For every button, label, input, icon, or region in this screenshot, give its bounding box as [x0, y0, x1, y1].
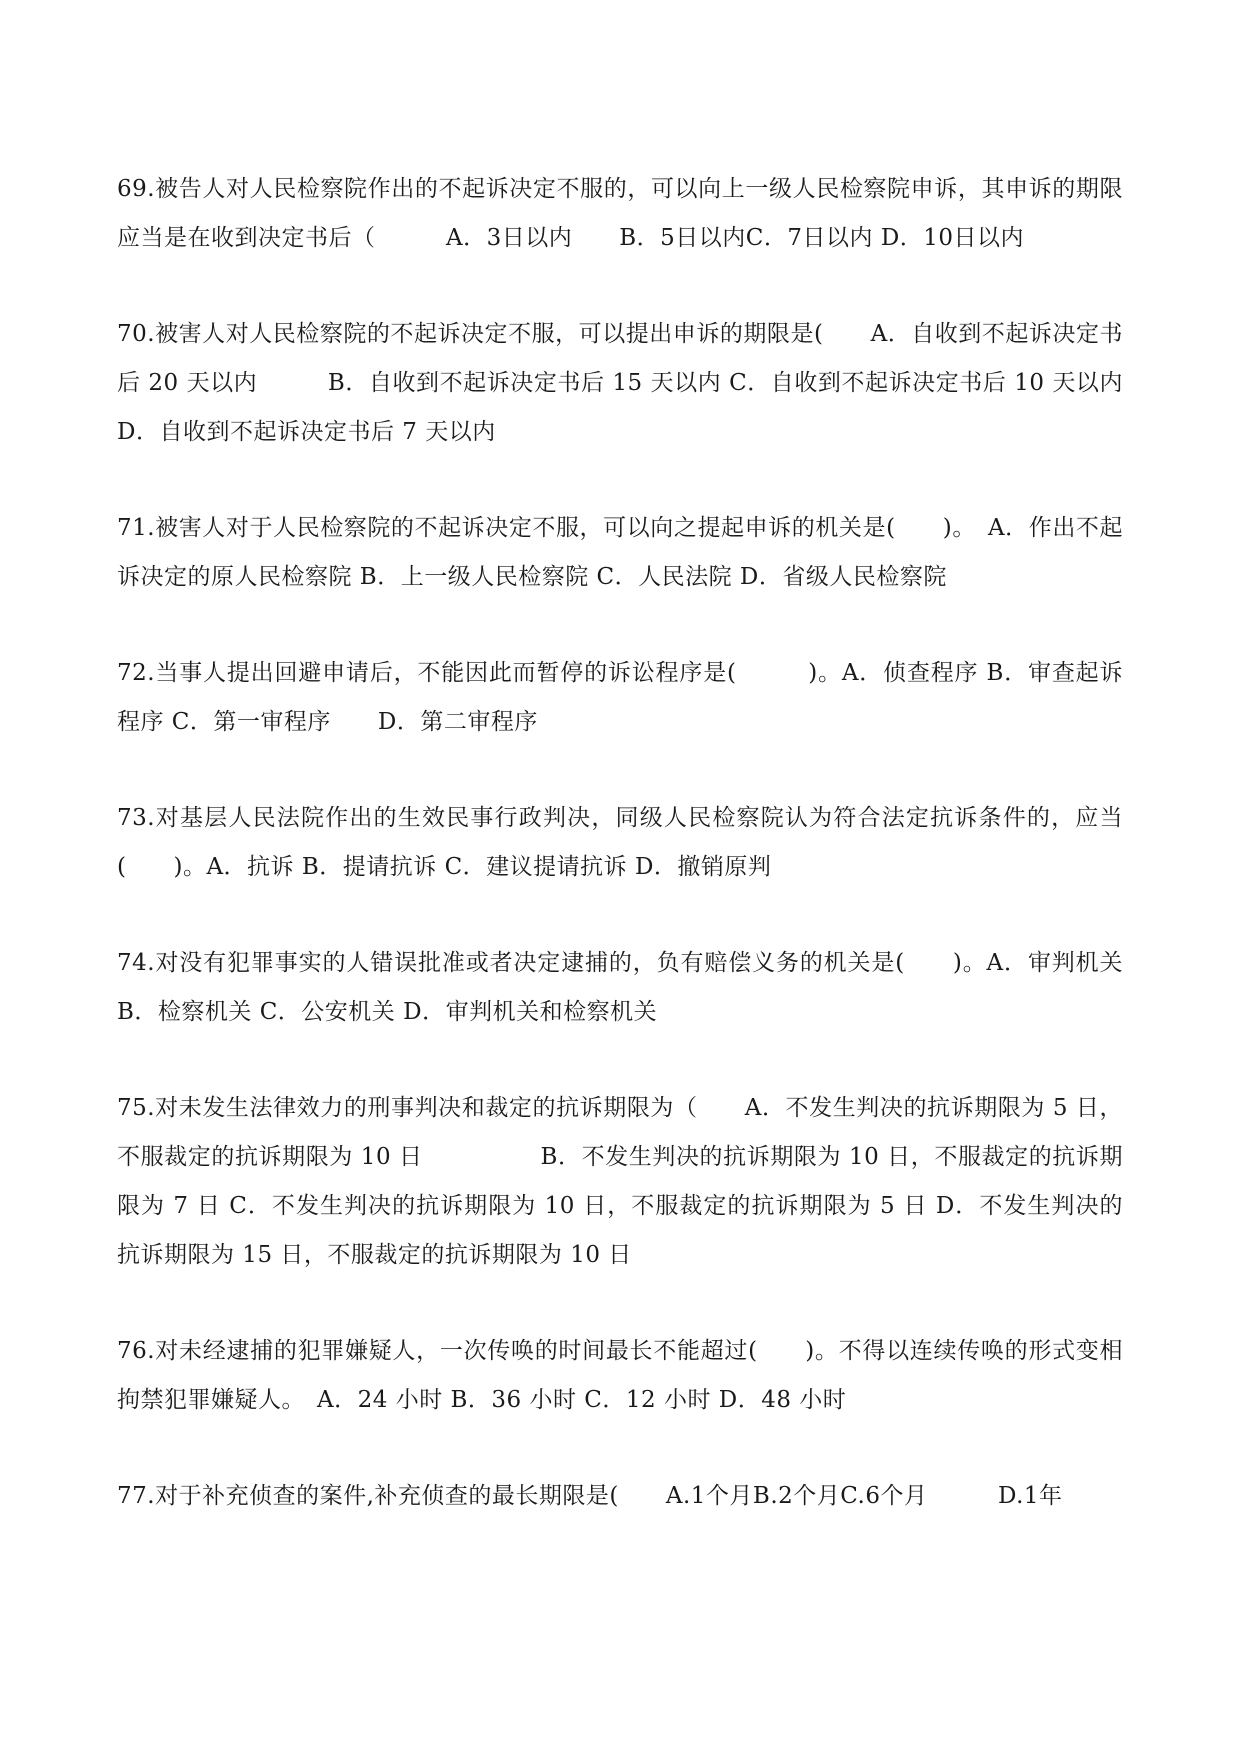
question-text: 75.对未发生法律效力的刑事判决和裁定的抗诉期限为（ A．不发生判决的抗诉期限为 5 日，不服裁定的抗诉期限为 10 日 B．不发生判决的抗诉期限为 10 日，不服裁定的抗诉期限为 7 日 C．不发生判决的抗诉期限为 10 日，不服裁定的抗诉期限为 5 日 D．不发生判决的抗诉期限为 15 日，不服裁定的抗诉期限为 10 日: [117, 1095, 1123, 1268]
question-75: [117, 1084, 1123, 1280]
question-text: 77.对于补充侦查的案件,补充侦查的最长期限是( A.1个月B.2个月C.6个月 D.1年: [117, 1483, 1063, 1509]
question-69: [117, 165, 1123, 263]
question-76: [117, 1327, 1123, 1425]
question-text: 72.当事人提出回避申请后，不能因此而暂停的诉讼程序是( )。A．侦查程序 B．审查起诉程序 C．第一审程序 D．第二审程序: [117, 660, 1123, 735]
question-70: [117, 310, 1123, 457]
question-text: 70.被害人对人民检察院的不起诉决定不服，可以提出申诉的期限是( A．自收到不起诉决定书后 20 天以内 B．自收到不起诉决定书后 15 天以内 C．自收到不起诉决定书后 10 天以内 D．自收到不起诉决定书后 7 天以内: [117, 321, 1123, 445]
question-text: 73.对基层人民法院作出的生效民事行政判决，同级人民检察院认为符合法定抗诉条件的，应当( )。A．抗诉 B．提请抗诉 C．建议提请抗诉 D．撤销原判: [117, 805, 1123, 880]
question-77: [117, 1472, 1123, 1521]
question-74: [117, 939, 1170, 1037]
question-71: [117, 504, 1123, 602]
question-text: 74.对没有犯罪事实的人错误批准或者决定逮捕的，负有赔偿义务的机关是( )。A．审判机关 B．检察机关 C．公安机关 D．审判机关和检察机关: [117, 950, 1170, 1025]
question-list: [117, 165, 1170, 1568]
question-72: [117, 649, 1123, 747]
question-text: 69.被告人对人民检察院作出的不起诉决定不服的，可以向上一级人民检察院申诉，其申诉的期限应当是在收到决定书后（ A．3日以内 B．5日以内C．7日以内 D．10日以内: [117, 176, 1123, 251]
question-text: 71.被害人对于人民检察院的不起诉决定不服，可以向之提起申诉的机关是( )。 A．作出不起诉决定的原人民检察院 B．上一级人民检察院 C．人民法院 D．省级人民检察院: [117, 515, 1123, 590]
question-73: [117, 794, 1123, 892]
question-text: 76.对未经逮捕的犯罪嫌疑人，一次传唤的时间最长不能超过( )。不得以连续传唤的形式变相拘禁犯罪嫌疑人。 A．24 小时 B．36 小时 C．12 小时 D．48 小时: [117, 1338, 1123, 1413]
